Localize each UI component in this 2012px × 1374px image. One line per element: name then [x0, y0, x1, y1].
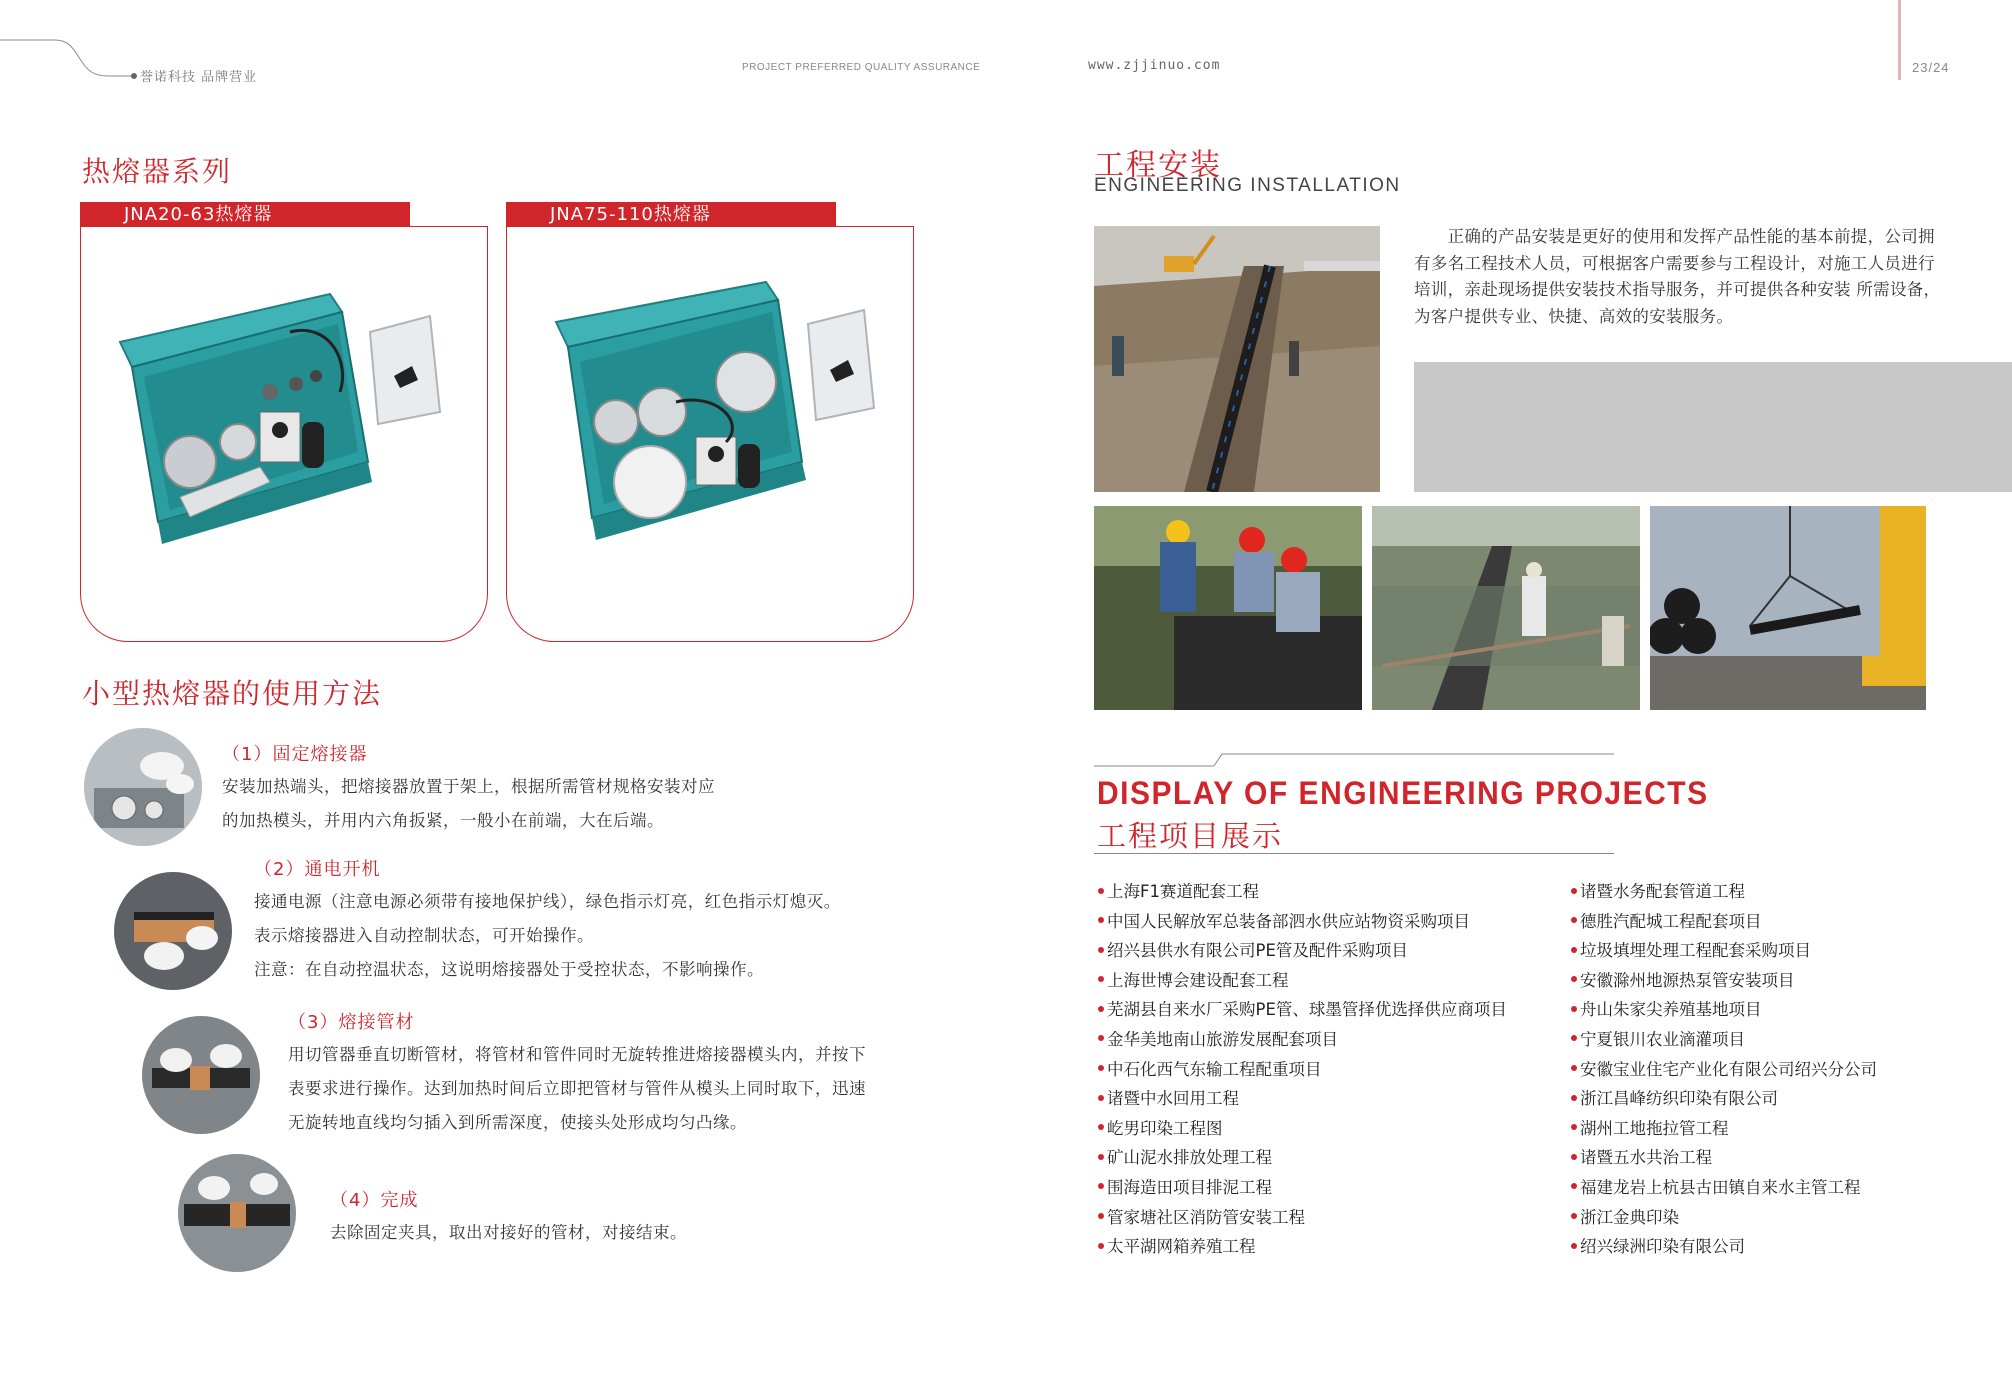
project-item [1098, 1173, 1507, 1203]
project-item [1571, 877, 1877, 907]
step-text-line: 用切管器垂直切断管材，将管材和管件同时无旋转推进熔接器模头内，并按下 [288, 1045, 866, 1064]
bullet-dot-icon [1571, 1095, 1577, 1101]
display-title-en: DISPLAY OF ENGINEERING PROJECTS [1097, 776, 1709, 812]
section-title-heat-fusion: 热熔器系列 [82, 155, 233, 188]
project-name: 绍兴绿洲印染有限公司 [1580, 1237, 1745, 1257]
header-brand: 誉诺科技 品牌营业 [140, 70, 258, 85]
project-item [1098, 1143, 1507, 1173]
header-tagline: PROJECT PREFERRED QUALITY ASSURANCE [742, 62, 981, 73]
header-url[interactable]: www.zjjinuo.com [1088, 58, 1221, 73]
page-number: 23/24 [1912, 60, 1950, 75]
bullet-dot-icon [1098, 1124, 1104, 1130]
step-3-title: （3）熔接管材 [288, 1012, 415, 1033]
bullet-dot-icon [1098, 1035, 1104, 1041]
grey-placeholder-block [1414, 362, 2012, 492]
bullet-dot-icon [1571, 1154, 1577, 1160]
step-4-photo [178, 1154, 296, 1272]
product-card-2 [506, 202, 914, 642]
step-text-line: 接通电源（注意电源必须带有接地保护线），绿色指示灯亮，红色指示灯熄灭。 [254, 892, 841, 911]
project-item [1571, 1143, 1877, 1173]
description-line: 培训，亲赴现场提供安装技术指导服务，并可提供各种安装 所需设备， [1414, 280, 1941, 299]
project-name: 管家塘社区消防管安装工程 [1107, 1207, 1305, 1227]
step-2-title: （2）通电开机 [254, 859, 381, 880]
bullet-dot-icon [1098, 976, 1104, 982]
bullet-dot-icon [1098, 1065, 1104, 1071]
display-decor-line [1094, 750, 1614, 770]
project-name: 围海造田项目排泥工程 [1107, 1177, 1272, 1197]
project-item [1098, 1055, 1507, 1085]
project-item [1098, 1084, 1507, 1114]
bullet-dot-icon [1571, 917, 1577, 923]
project-name: 绍兴县供水有限公司PE管及配件采购项目 [1107, 941, 1408, 961]
project-name: 诸暨五水共治工程 [1580, 1148, 1712, 1168]
bullet-dot-icon [1098, 1243, 1104, 1249]
project-item [1571, 1025, 1877, 1055]
description-line: 正确的产品安装是更好的使用和发挥产品性能的基本前提，公司拥 [1414, 227, 1935, 246]
project-item [1098, 995, 1507, 1025]
project-item [1571, 907, 1877, 937]
description-line: 为客户提供专业、快捷、高效的安装服务。 [1414, 306, 1734, 326]
pipeline-excavation-photo [1094, 226, 1380, 492]
project-name: 德胜汽配城工程配套项目 [1580, 911, 1762, 931]
workers-pipe-photo [1094, 506, 1362, 710]
step-2-text [254, 885, 841, 987]
step-text-line: 去除固定夹具，取出对接好的管材，对接结束。 [330, 1223, 687, 1242]
project-name: 浙江昌峰纺织印染有限公司 [1580, 1089, 1778, 1109]
engineering-subtitle: ENGINEERING INSTALLATION [1094, 175, 1401, 196]
project-item [1098, 966, 1507, 996]
step-4-text [330, 1216, 687, 1250]
bullet-dot-icon [1098, 1154, 1104, 1160]
project-name: 诸暨水务配套管道工程 [1580, 882, 1745, 901]
project-name: 福建龙岩上杭县古田镇自来水主管工程 [1580, 1177, 1861, 1197]
project-name: 金华美地南山旅游发展配套项目 [1107, 1029, 1338, 1049]
display-title-cn: 工程项目展示 [1097, 819, 1284, 853]
bullet-dot-icon [1098, 1006, 1104, 1012]
product-card-label: JNA20-63热熔器 [80, 202, 410, 227]
water-pipeline-photo [1372, 506, 1640, 710]
bullet-dot-icon [1571, 1065, 1577, 1071]
step-3-photo [142, 1016, 260, 1134]
project-item [1098, 1025, 1507, 1055]
project-list-left [1098, 877, 1507, 1262]
engineering-title: 工程安装 [1094, 148, 1222, 183]
crane-lifting-pipe-photo [1650, 506, 1926, 710]
project-name: 湖州工地拖拉管工程 [1580, 1118, 1729, 1138]
bullet-dot-icon [1098, 888, 1104, 894]
engineering-description [1414, 224, 1940, 330]
bullet-dot-icon [1571, 1213, 1577, 1219]
project-name: 上海世博会建设配套工程 [1107, 970, 1289, 990]
project-name: 矿山泥水排放处理工程 [1107, 1148, 1272, 1168]
project-item [1571, 1232, 1877, 1262]
project-item [1571, 1114, 1877, 1144]
project-name: 安徽滁州地源热泵管安装项目 [1580, 970, 1795, 990]
bullet-dot-icon [1571, 1124, 1577, 1130]
project-name: 中国人民解放军总装备部泗水供应站物资采购项目 [1107, 911, 1470, 931]
step-4-image [178, 1154, 296, 1272]
project-item [1098, 936, 1507, 966]
step-text-line: 表要求进行操作。达到加热时间后立即把管材与管件从模头上同时取下，迅速 [288, 1079, 866, 1098]
step-3-text [288, 1038, 866, 1140]
project-name: 垃圾填埋处理工程配套采购项目 [1580, 941, 1811, 961]
bullet-dot-icon [1098, 1183, 1104, 1189]
step-3-image [142, 1016, 260, 1134]
display-divider [1094, 853, 1614, 854]
project-name: 太平湖网箱养殖工程 [1107, 1237, 1256, 1257]
project-name: 诸暨中水回用工程 [1107, 1089, 1239, 1109]
step-text-line: 表示熔接器进入自动控制状态，可开始操作。 [254, 926, 594, 945]
project-list-right [1571, 877, 1877, 1262]
project-name: 安徽宝业住宅产业化有限公司绍兴分公司 [1580, 1059, 1877, 1079]
step-text-line: 的加热模头，并用内六角扳紧，一般小在前端，大在后端。 [222, 811, 664, 830]
project-name: 浙江金典印染 [1580, 1207, 1679, 1227]
project-name: 上海F1赛道配套工程 [1107, 882, 1259, 901]
project-name: 舟山朱家尖养殖基地项目 [1580, 1000, 1762, 1020]
project-item [1098, 907, 1507, 937]
project-item [1571, 995, 1877, 1025]
project-name: 中石化西气东输工程配重项目 [1107, 1059, 1322, 1079]
project-item [1571, 966, 1877, 996]
heat-fuser-kit-image [110, 272, 470, 572]
bullet-dot-icon [1098, 1213, 1104, 1219]
bullet-dot-icon [1571, 888, 1577, 894]
step-1-image [84, 728, 202, 846]
bullet-dot-icon [1098, 917, 1104, 923]
step-2-image [114, 872, 232, 990]
project-item [1098, 877, 1507, 907]
project-name: 宁夏银川农业滴灌项目 [1580, 1029, 1745, 1049]
description-line: 有多名工程技术人员，可根据客户需要参与工程设计，对施工人员进行 [1414, 253, 1935, 273]
header-divider [1898, 0, 1901, 80]
header-decor-line [0, 36, 142, 86]
product-card-label: JNA75-110热熔器 [506, 202, 836, 227]
project-name: 芜湖县自来水厂采购PE管、球墨管择优选择供应商项目 [1107, 1000, 1507, 1020]
step-1-title: （1）固定熔接器 [222, 744, 368, 765]
project-item [1571, 1203, 1877, 1233]
project-item [1571, 1055, 1877, 1085]
step-text-line: 无旋转地直线均匀插入到所需深度，使接头处形成均匀凸缘。 [288, 1113, 747, 1132]
bullet-dot-icon [1571, 1006, 1577, 1012]
step-text-line: 安装加热端头，把熔接器放置于架上，根据所需管材规格安装对应 [222, 777, 715, 796]
bullet-dot-icon [1571, 976, 1577, 982]
project-item [1098, 1203, 1507, 1233]
heat-fuser-kit-image [546, 272, 906, 572]
step-2-photo [114, 872, 232, 990]
project-item [1098, 1114, 1507, 1144]
project-item [1571, 1173, 1877, 1203]
section-title-usage: 小型热熔器的使用方法 [82, 677, 383, 710]
product-card-1 [80, 202, 488, 642]
step-1-text [222, 770, 715, 838]
project-item [1571, 1084, 1877, 1114]
step-4-title: （4）完成 [330, 1190, 419, 1211]
bullet-dot-icon [1098, 1095, 1104, 1101]
project-item [1098, 1232, 1507, 1262]
project-item [1571, 936, 1877, 966]
bullet-dot-icon [1571, 1183, 1577, 1189]
bullet-dot-icon [1098, 947, 1104, 953]
bullet-dot-icon [1571, 947, 1577, 953]
bullet-dot-icon [1571, 1035, 1577, 1041]
bullet-dot-icon [1571, 1243, 1577, 1249]
step-text-line: 注意：在自动控温状态，这说明熔接器处于受控状态，不影响操作。 [254, 960, 764, 979]
project-name: 屹男印染工程图 [1107, 1118, 1223, 1138]
step-1-photo [84, 728, 202, 846]
